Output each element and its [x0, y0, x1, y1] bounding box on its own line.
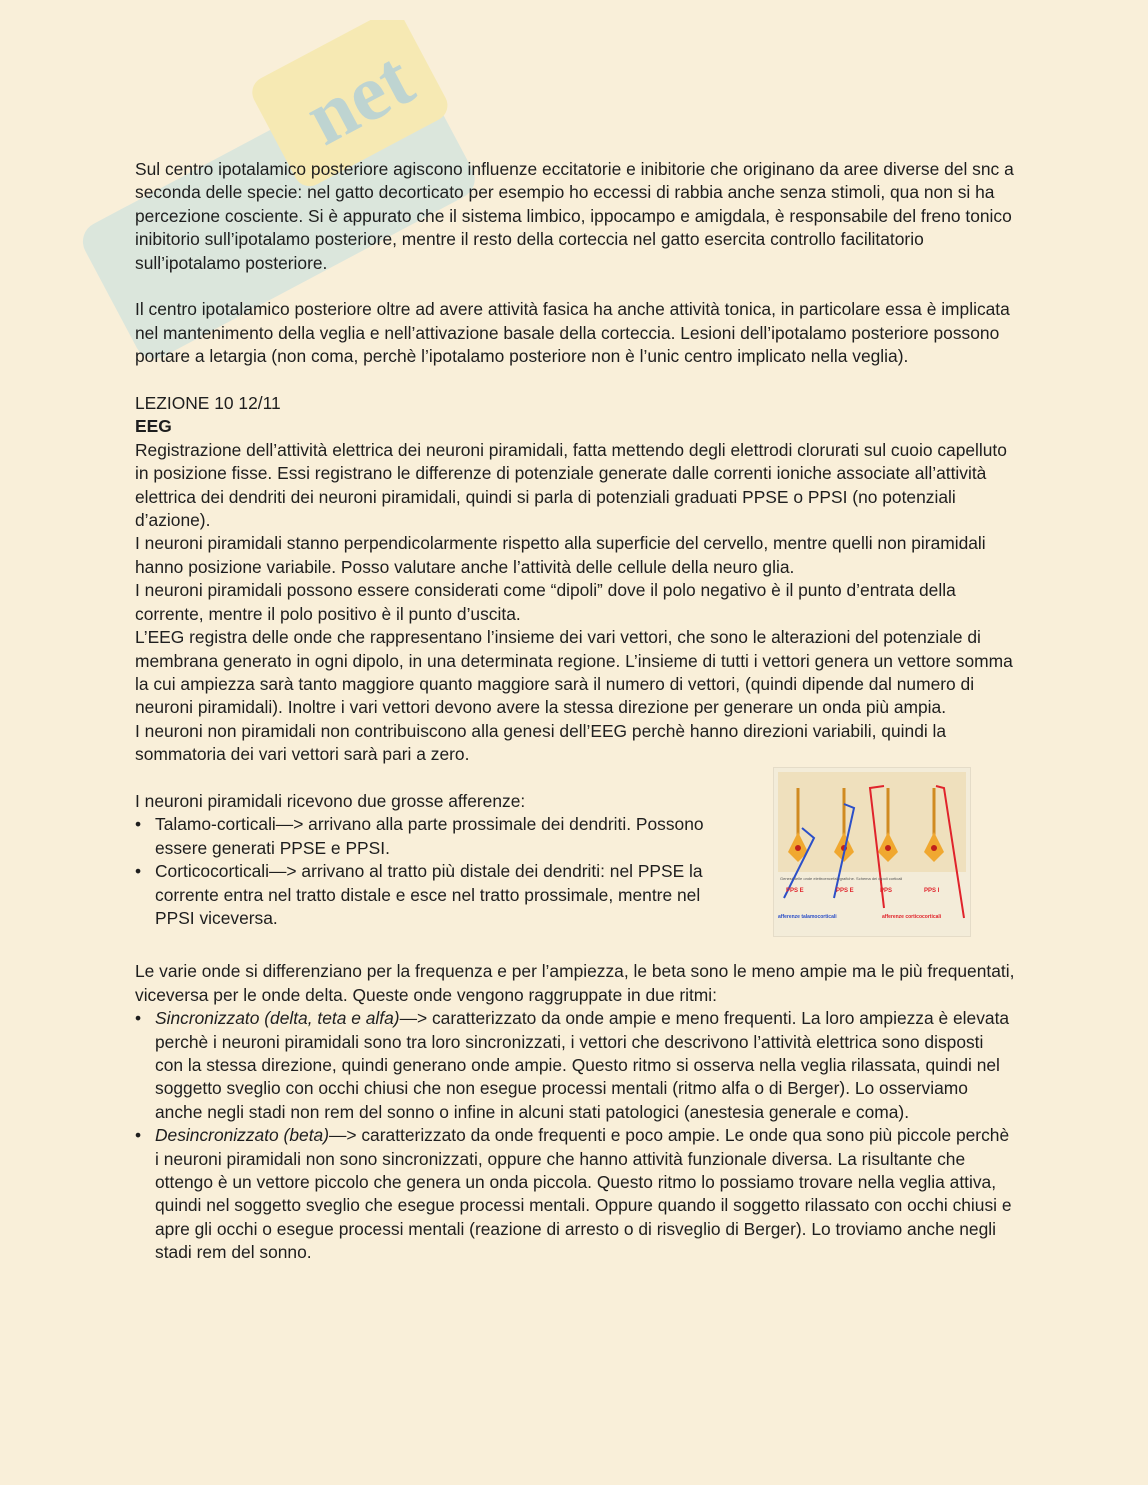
- figure-left-label: afferenze talamocorticali: [778, 913, 837, 920]
- list-item: • Corticocorticali—> arrivano al tratto più distale dei dendriti: nel PPSE la corrente entra nel tratto distale e esce nel tratto prossimale, mentre nel PPSI viceversa.: [135, 860, 725, 930]
- rhythms-list: [135, 1007, 1015, 1264]
- lesson-label: LEZIONE 10 12/11: [135, 393, 281, 414]
- rhythm-text: —> caratterizzato da onde frequenti e poco ampie. Le onde qua sono più piccole perchè i neuroni piramidali non sono sincronizzati, oppure che hanno attività funzionale diversa. La risultante che ottengo è un vettore piccolo che genera un onda piccola. Questo ritmo lo possiamo trovare nella veglia attiva, quindi nel soggetto sveglio che esegue processi mentali. Oppure quando il soggetto rilassato con occhi chiusi e apre gli occhi o esegue processi mentali (reazione di arresto o di risveglio di Berger). Lo troviamo anche negli stadi rem del sonno.: [155, 1125, 1012, 1263]
- section-title: EEG: [135, 416, 172, 437]
- afferents-section: [135, 790, 1015, 937]
- watermark-text: net: [291, 34, 427, 163]
- eeg-paragraph: L’EEG registra delle onde che rappresentano l’insieme dei vari vettori, che sono le alterazioni del potenziale di membrana generato in ogni dipolo, in una determinata regione. L’insieme di tutti i vettori genera un vettore somma la cui ampiezza sarà tanto maggiore quanto maggiore sarà il numero di vettori, (quindi dipende dal numero di neuroni piramidali). Inoltre i vari vettori devono avere la stessa direzione per generare un onda più ampia.: [135, 627, 1013, 718]
- eeg-paragraph: Registrazione dell’attività elettrica dei neuroni piramidali, fatta mettendo degli elettrodi clorurati sul cuoio capelluto in posizione fisse. Essi registrano le differenze di potenziale generate dalle correnti ioniche associate all’attività elettrica dei dendriti dei neuroni piramidali, quindi si parla di potenziali graduati PPSE o PPSI (no potenziali d’azione).: [135, 439, 1007, 531]
- pyramidal-neurons-figure: [773, 767, 971, 937]
- figure-label: PPS I: [924, 887, 940, 894]
- eeg-paragraph: I neuroni piramidali stanno perpendicolarmente rispetto alla superficie del cervello, mentre quelli non piramidali hanno posizione variabile. Posso valutare anche l’attività delle cellule della neuro glia.: [135, 533, 986, 577]
- eeg-paragraph: I neuroni non piramidali non contribuiscono alla genesi dell’EEG perchè hanno direzioni variabili, quindi la sommatoria dei vari vettori sarà pari a zero.: [135, 720, 947, 765]
- rhythm-term: Sincronizzato (delta, teta e alfa): [155, 1008, 400, 1029]
- afferents-list: [135, 813, 725, 930]
- paragraph-ipotalamo-2: Il centro ipotalamico posteriore oltre ad avere attività fasica ha anche attività tonica, in particolare essa è implicata nel mantenimento della veglia e nell’attivazione basale della corteccia. Lesioni dell’ipotalamo posteriore possono portare a letargia (non coma, perchè l’ipotalamo posteriore non è l’unic centro implicato nella veglia).: [135, 299, 1010, 367]
- figure-label: PPS E: [836, 887, 854, 894]
- rhythm-text: —> caratterizzato da onde ampie e meno frequenti. La loro ampiezza è elevata perchè i neuroni piramidali sono tra loro sincronizzati, i vettori che descrivono l’attività elettrica sono disposti con la stessa direzione, quindi generano onde ampie. Questo ritmo si osserva nella veglia rilassata, quindi nel soggetto sveglio con occhi chiusi che non esegue processi mentali (ritmo alfa o di Berger). Lo osserviamo anche negli stadi non rem del sonno o infine in alcuni stati patologici (anestesia generale e coma).: [155, 1008, 1010, 1122]
- figure-caption: Genesi delle onde elettroencefalografiche. Schema dei dipoli corticali: [780, 875, 903, 881]
- paragraph-ipotalamo-1: Sul centro ipotalamico posteriore agiscono influenze eccitatorie e inibitorie che originano da aree diverse del snc a seconda delle specie: nel gatto decorticato per esempio ho eccessi di rabbia anche senza stimoli, qua non si ha percezione cosciente. Si è appurato che il sistema limbico, ippocampo e amigdala, è responsabile del freno tonico inibitorio sull’ipotalamo posteriore, mentre il resto della corteccia nel gatto esercita controllo facilitatorio sull’ipotalamo posteriore.: [135, 159, 1014, 273]
- figure-label: PPS: [880, 887, 893, 894]
- list-item: [135, 1124, 1015, 1264]
- list-item: [135, 1007, 1015, 1124]
- afferents-intro: I neuroni piramidali ricevono due grosse afferenze:: [135, 790, 526, 811]
- document-page: [135, 158, 1015, 1265]
- eeg-paragraph: I neuroni piramidali possono essere considerati come “dipoli” dove il polo negativo è il punto d’entrata della corrente, mentre il polo positivo è il punto d’uscita.: [135, 580, 956, 624]
- rhythm-term: Desincronizzato (beta): [155, 1125, 329, 1146]
- figure-label: PPS E: [786, 887, 804, 894]
- list-item: • Talamo-corticali—> arrivano alla parte prossimale dei dendriti. Possono essere generati PPSE e PPSI.: [135, 813, 725, 860]
- figure-right-label: afferenze corticocorticali: [882, 913, 942, 920]
- waves-intro: Le varie onde si differenziano per la frequenza e per l’ampiezza, le beta sono le meno ampie ma le più frequentati, viceversa per le onde delta. Queste onde vengono raggruppate in due ritmi:: [135, 961, 1015, 1005]
